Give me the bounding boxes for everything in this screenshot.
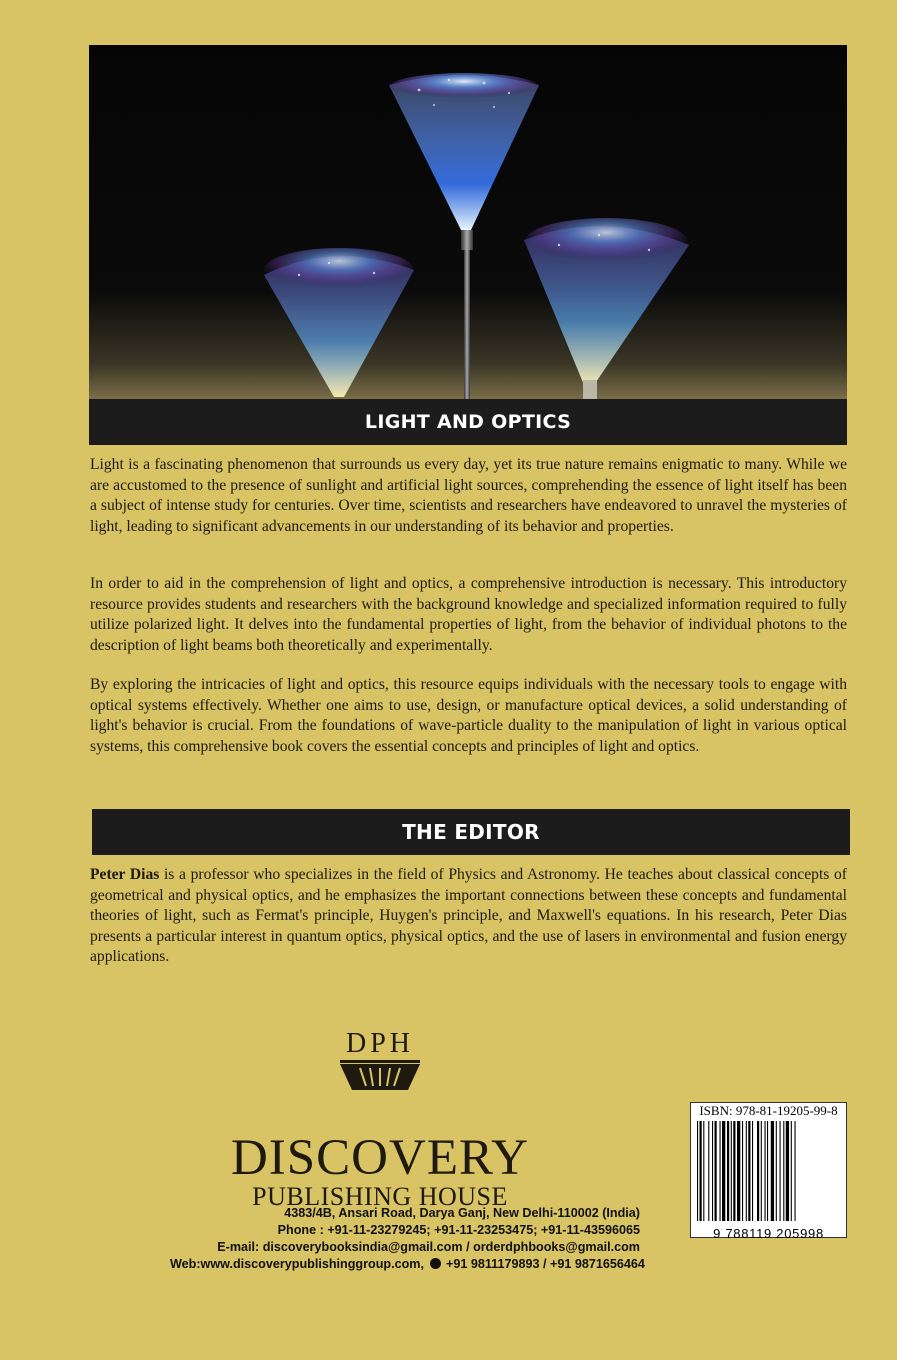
barcode-bar	[722, 1121, 725, 1221]
title-band: LIGHT AND OPTICS	[89, 399, 847, 445]
barcode-bar	[700, 1121, 702, 1221]
barcode-bar	[703, 1121, 704, 1221]
description-paragraph-2: In order to aid in the comprehension of light and optics, a comprehensive introduction is necessary. This introductory resource provides students and researchers with the background knowledge and specialized information required to fully utilize polarized light. It delves into the fundamental properties of light, from the behavior of individual photons to the description of light beams both theoretically and experimentally.	[90, 575, 847, 654]
dph-book-icon	[330, 1058, 430, 1094]
barcode-bar	[791, 1121, 792, 1221]
isbn-label: ISBN: 978-81-19205-99-8	[699, 1103, 838, 1118]
barcode-bar	[715, 1121, 717, 1221]
barcode-bar	[708, 1121, 709, 1221]
publisher-subtitle: PUBLISHING HOUSE	[252, 1182, 508, 1211]
publisher-name: DISCOVERY	[230, 1130, 530, 1186]
barcode-bar	[746, 1121, 747, 1221]
barcode-bar	[786, 1121, 789, 1221]
address-line: 4383/4B, Ansari Road, Darya Ganj, New Delhi-110002 (India)	[284, 1206, 640, 1220]
barcode-bar	[757, 1121, 759, 1221]
barcode-bar	[780, 1121, 781, 1221]
barcode-digits: 9 788119 205998	[713, 1226, 824, 1241]
dph-mark	[330, 1030, 430, 1098]
editor-bio	[90, 865, 847, 968]
editor-band: THE EDITOR	[92, 809, 850, 855]
dph-letters: DPH	[345, 1028, 414, 1059]
barcode-bar	[712, 1121, 713, 1221]
barcode-bar	[765, 1121, 766, 1221]
barcode-bar	[742, 1121, 743, 1221]
cover-image-fiber-optics	[89, 45, 847, 399]
web-line	[170, 1256, 645, 1273]
barcode-bars	[691, 1119, 846, 1223]
barcode-bar	[748, 1121, 750, 1221]
barcode-bar	[767, 1121, 768, 1221]
isbn-barcode	[690, 1102, 847, 1241]
barcode-bar	[697, 1121, 698, 1221]
barcode-bar	[737, 1121, 740, 1221]
barcode-bar	[733, 1121, 735, 1221]
barcode-bar	[720, 1121, 721, 1221]
barcode-bar	[727, 1121, 729, 1221]
barcode-bar	[771, 1121, 774, 1221]
email-line: E-mail: discoverybooksindia@gmail.com / orderdphbooks@gmail.com	[217, 1240, 640, 1254]
publisher-logo	[205, 1030, 555, 1210]
publisher-contact	[170, 1205, 645, 1273]
barcode-bar	[776, 1121, 777, 1221]
description-paragraph-3: By exploring the intricacies of light and optics, this resource equips individuals with the necessary tools to engage with optical systems effectively. Whether one aims to use, design, or manufacture optical devices, a solid understanding of light's behavior is crucial. From the foundations of wave-particle duality to the manipulation of light in various optical systems, this comprehensive book covers the essential concepts and principles of light and optics.	[90, 676, 847, 755]
editor-name: Peter Dias	[90, 866, 160, 883]
web-text: Web:www.discoverypublishinggroup.com,	[170, 1257, 424, 1271]
whatsapp-icon	[430, 1258, 441, 1269]
phone-line: Phone : +91-11-23279245; +91-11-23253475; +91-11-43596065	[277, 1223, 640, 1237]
barcode-bar	[752, 1121, 753, 1221]
barcode-bar	[761, 1121, 762, 1221]
description-paragraph-1: Light is a fascinating phenomenon that surrounds us every day, yet its true nature remains enigmatic to many. While we are accustomed to the presence of sunlight and artificial light sources, comprehending the essence of light itself has been a subject of intense study for centuries. Over time, scientists and researchers have endeavored to unravel the mysteries of light, leading to significant advancements in our understanding of its behavior and properties.	[90, 456, 847, 535]
barcode-bar	[731, 1121, 732, 1221]
barcode-bar	[795, 1121, 796, 1221]
barcode-bar	[783, 1121, 784, 1221]
whatsapp-numbers: +91 9811179893 / +91 9871656464	[446, 1257, 645, 1271]
editor-bio-text: is a professor who specializes in the field of Physics and Astronomy. He teaches about classical concepts of geometrical and physical optics, and he emphasizes the important connections between these concepts and fundamental theories of light, such as Fermat's principle, Huygen's principle, and Maxwell's equations. In his research, Peter Dias presents a particular interest in quantum optics, physical optics, and the use of lasers in environmental and fusion energy applications.	[90, 866, 847, 966]
